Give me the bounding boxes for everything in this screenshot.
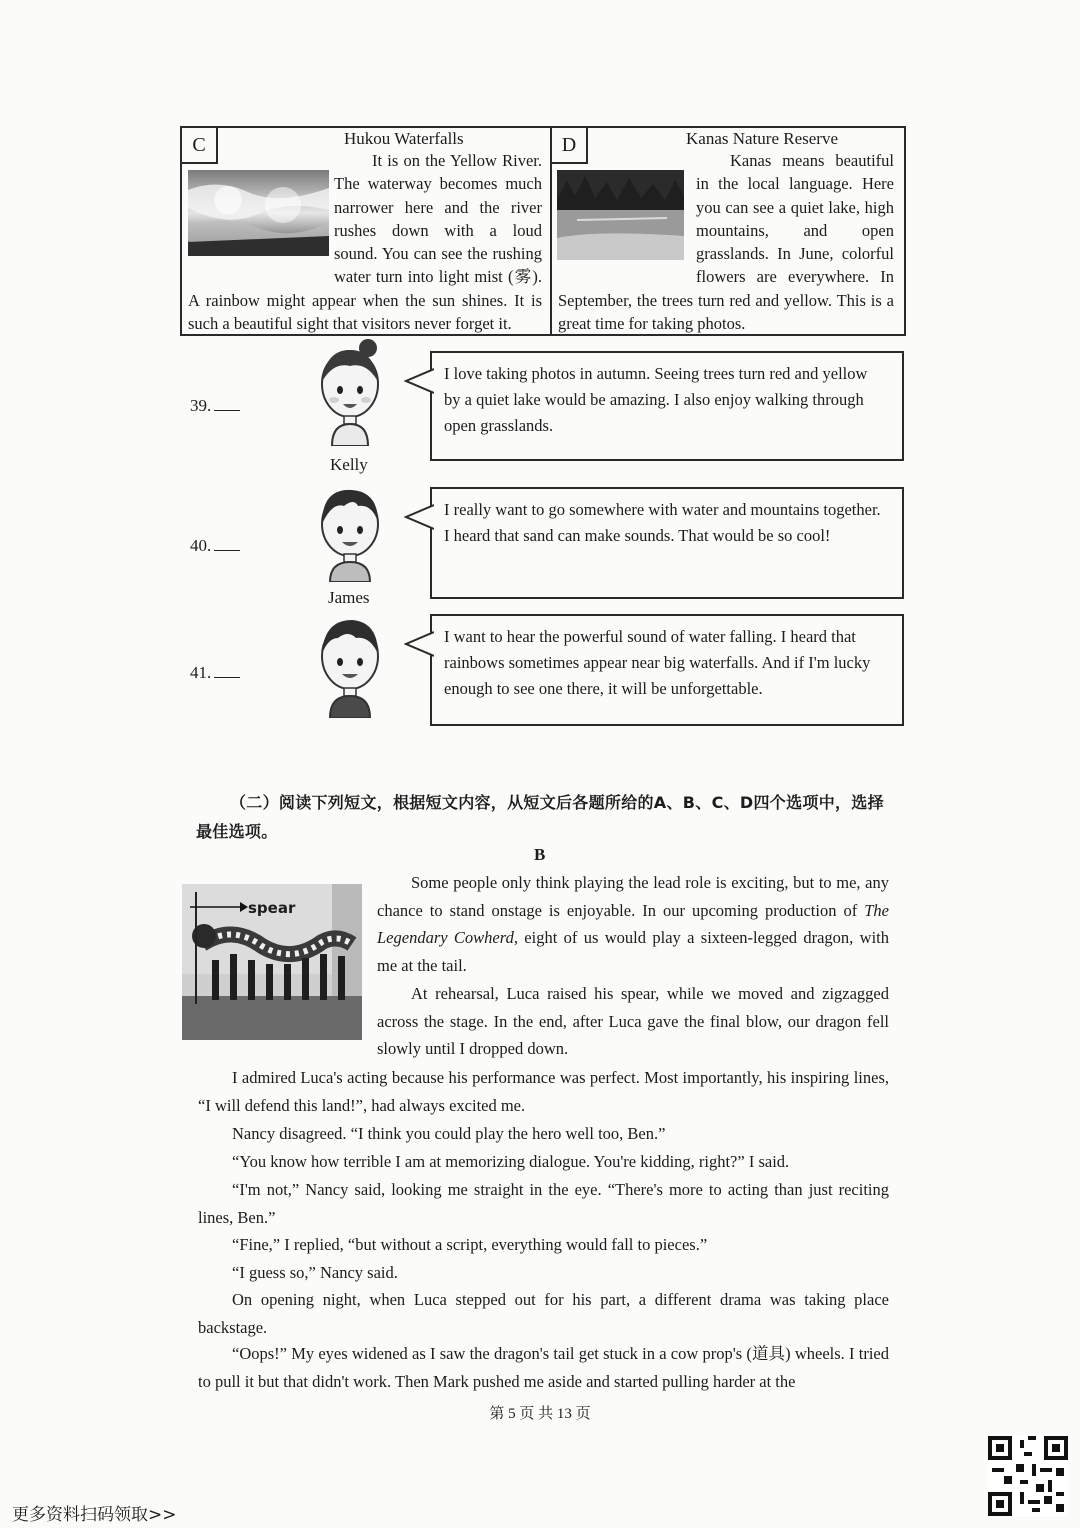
answer-blank[interactable] bbox=[214, 677, 240, 678]
image-label-spear: spear bbox=[248, 899, 296, 917]
speech-bubble-39 bbox=[430, 351, 904, 461]
speaker-name-james: James bbox=[328, 588, 370, 607]
option-letter-d: D bbox=[550, 126, 588, 164]
james-avatar bbox=[318, 484, 382, 587]
paragraph-6: “I'm not,” Nancy said, looking me straight in the eye. “There's more to acting than just reciting lines, Ben.” bbox=[198, 1180, 889, 1227]
place-text-d: Kanas means beautiful in the local language. Here you can see a quiet lake, high mountains, and open grasslands. In June, colorful flowers are everywhere. In September, the trees turn red and yellow. This is a great time for taking photos. bbox=[558, 151, 894, 334]
option-letter-c: C bbox=[180, 126, 218, 164]
dragon-dance-photo bbox=[182, 884, 362, 1040]
bubble-text-39: I love taking photos in autumn. Seeing trees turn red and yellow by a quiet lake would be amazing. I also enjoy walking through open grasslands. bbox=[444, 364, 868, 435]
paragraph-5: “You know how terrible I am at memorizing dialogue. You're kidding, right?” I said. bbox=[232, 1152, 790, 1171]
speech-bubble-41 bbox=[430, 614, 904, 726]
qr-code-icon[interactable] bbox=[988, 1436, 1068, 1516]
place-body-c bbox=[188, 149, 542, 335]
paragraph-2: At rehearsal, Luca raised his spear, while we moved and zigzagged across the stage. In the end, after Luca gave the final blow, our dragon fell slowly until I dropped down. bbox=[377, 984, 889, 1059]
play-title: The Legendary Cowherd bbox=[377, 900, 889, 948]
speech-bubble-40 bbox=[430, 487, 904, 599]
page-number: 第 5 页 共 13 页 bbox=[489, 1406, 591, 1422]
bottom-note[interactable]: 更多资料扫码领取>> bbox=[12, 1505, 177, 1525]
place-body-d bbox=[558, 149, 894, 335]
answer-blank[interactable] bbox=[214, 550, 240, 551]
paragraph-3: I admired Luca's acting because his performance was perfect. Most importantly, his inspiring lines, “I will defend this land!”, had always excited me. bbox=[198, 1068, 889, 1115]
paragraph-4: Nancy disagreed. “I think you could play the hero well too, Ben.” bbox=[232, 1124, 666, 1143]
speaker-name-kelly: Kelly bbox=[330, 455, 368, 474]
answer-blank[interactable] bbox=[214, 410, 240, 411]
place-title-c: Hukou Waterfalls bbox=[344, 129, 464, 148]
place-box-c bbox=[180, 126, 552, 336]
arrow-icon bbox=[190, 900, 250, 914]
question-40-number: 40. bbox=[190, 536, 240, 556]
question-39-number: 39. bbox=[190, 396, 240, 416]
boy-avatar bbox=[318, 614, 382, 723]
paragraph-9: On opening night, when Luca stepped out for his part, a different drama was taking place backstage. bbox=[198, 1290, 889, 1337]
place-text-c: It is on the Yellow River. The waterway becomes much narrower here and the river rushes down with a loud sound. You can see the rushing water turn into light mist (雾). A rainbow might appear when the sun shines. It is such a beautiful sight that visitors never forget it. bbox=[188, 151, 542, 334]
place-box-d bbox=[550, 126, 906, 336]
place-title-d: Kanas Nature Reserve bbox=[686, 129, 838, 148]
bubble-text-40: I really want to go somewhere with water and mountains together. I heard that sand can make sounds. That would be so cool! bbox=[444, 500, 881, 545]
passage-title: B bbox=[534, 845, 546, 864]
paragraph-8: “I guess so,” Nancy said. bbox=[232, 1263, 398, 1282]
section-instruction: （二）阅读下列短文，根据短文内容，从短文后各题所给的A、B、C、D四个选项中，选择最佳选项。 bbox=[196, 793, 884, 841]
question-41-number: 41. bbox=[190, 663, 240, 683]
kelly-avatar bbox=[318, 338, 382, 451]
bubble-text-41: I want to hear the powerful sound of water falling. I heard that rainbows sometimes appear near big waterfalls. And if I'm lucky enough to see one there, it will be unforgettable. bbox=[444, 627, 871, 698]
paragraph-10: “Oops!” My eyes widened as I saw the dragon's tail get stuck in a cow prop's (道具) wheels. I tried to pull it but that didn't work. Then Mark pushed me aside and started pulling harder at the bbox=[198, 1344, 889, 1391]
paragraph-7: “Fine,” I replied, “but without a script, everything would fall to pieces.” bbox=[232, 1235, 708, 1254]
paragraph-1: Some people only think playing the lead role is exciting, but to me, any chance to stand onstage is enjoyable. In our upcoming production of The Legendary Cowherd, eight of us would play a sixteen-legged dragon, with me at the tail. bbox=[377, 873, 889, 976]
